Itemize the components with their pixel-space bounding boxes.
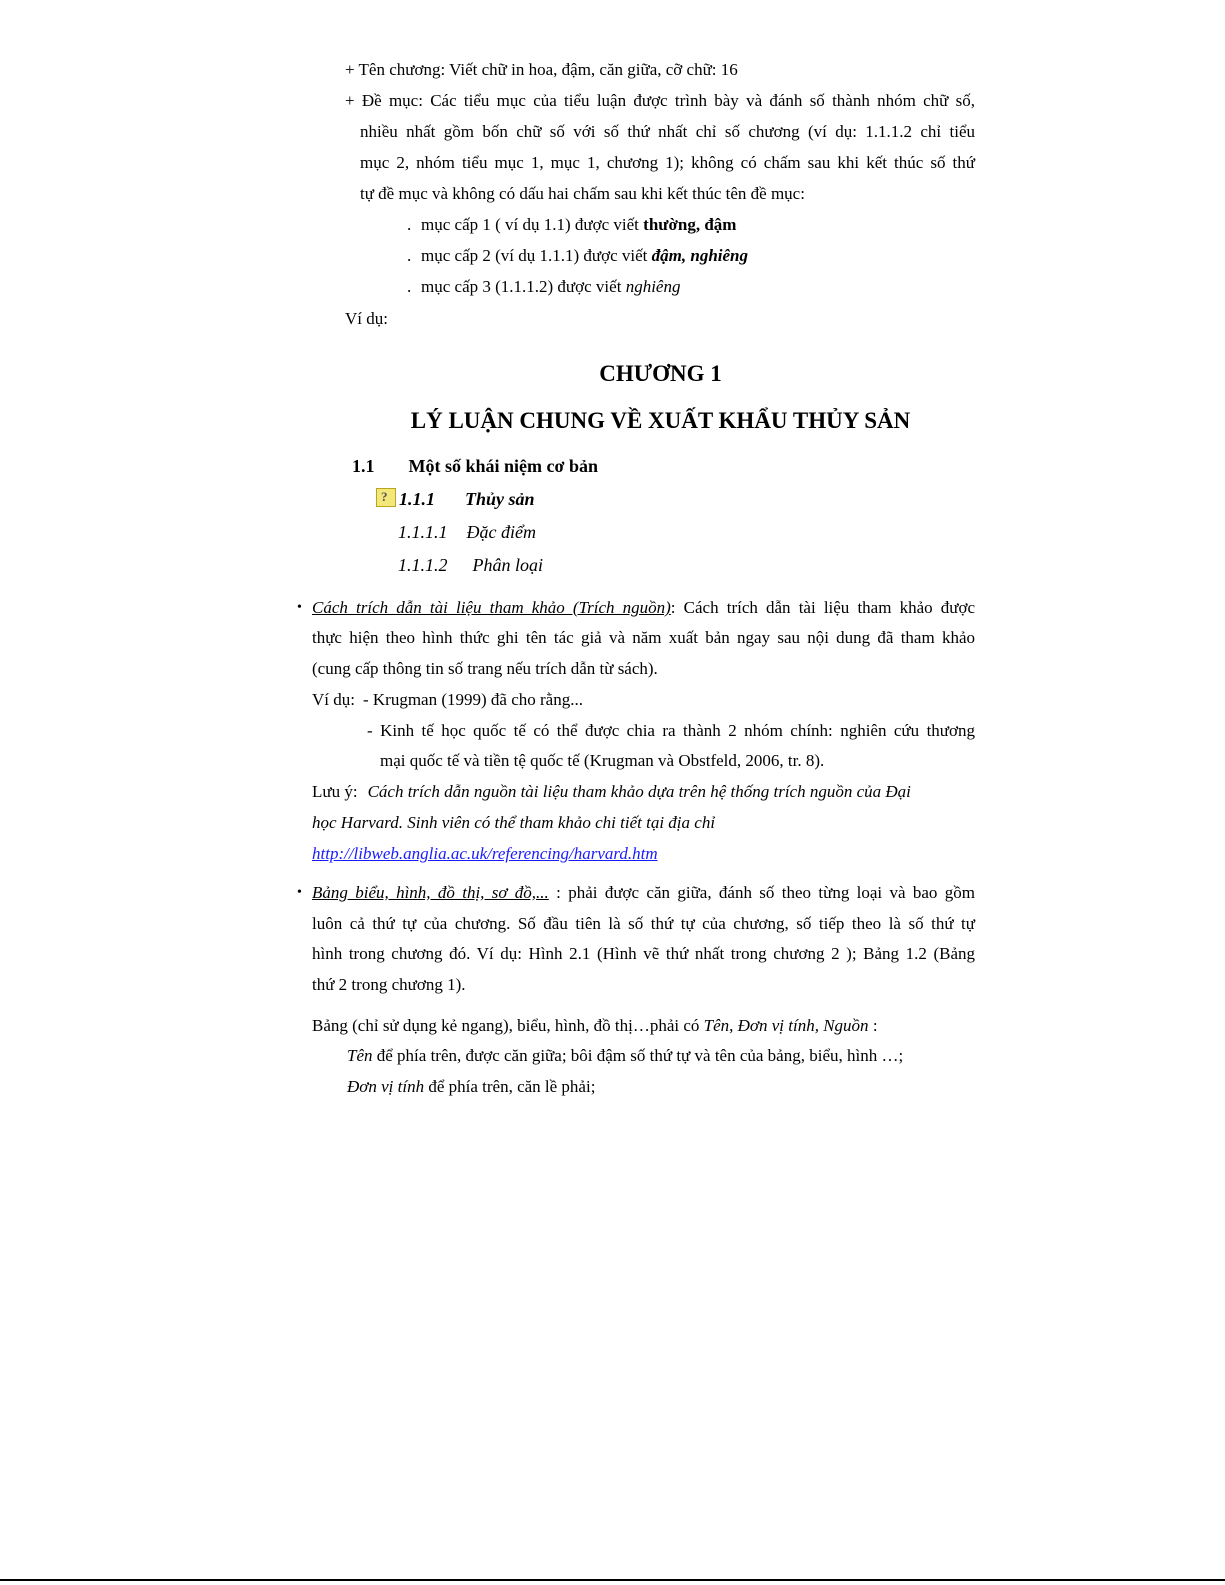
example-section-3b: 1.1.1.2 Phân loại	[398, 555, 543, 575]
citation-example-1: Ví dụ: - Krugman (1999) đã cho rằng...	[312, 690, 583, 709]
tables-line-3: hình trong chương đó. Ví dụ: Hình 2.1 (Hình vẽ thứ nhất trong chương 2 ); Bảng 1.2 (Bảng	[312, 944, 975, 963]
citation-note-line-1: Lưu ý: Cách trích dẫn nguồn tài liệu tham khảo dựa trên hệ thống trích nguồn của Đại	[312, 782, 911, 801]
rule-heading-line-3: mục 2, nhóm tiểu mục 1, mục 1, chương 1); không có chấm sau khi kết thúc số thứ	[360, 153, 975, 172]
example-section-3a: 1.1.1.1 Đặc điểm	[398, 522, 536, 542]
rule-level-1-style: thường, đậm	[643, 215, 737, 234]
rule-level-2: . mục cấp 2 (ví dụ 1.1.1) được viết đậm, nghiêng	[407, 246, 749, 265]
example-section-2: ?1.1.1 Thủy sản	[376, 488, 535, 510]
rule-level-1: . mục cấp 1 ( ví dụ 1.1) được viết thường, đậm	[407, 215, 737, 234]
citation-example-2-line-1: - Kinh tế học quốc tế có thể được chia ra thành 2 nhóm chính: nghiên cứu thương	[367, 721, 975, 740]
rule-heading-line-2: nhiều nhất gồm bốn chữ số với số thứ nhất chỉ số chương (ví dụ: 1.1.1.2 chỉ tiểu	[360, 122, 975, 141]
citation-label: Cách trích dẫn tài liệu tham khảo (Trích nguồn)	[312, 598, 671, 617]
citation-note-line-2: học Harvard. Sinh viên có thể tham khảo chi tiết tại địa chỉ	[312, 813, 716, 832]
harvard-reference-link[interactable]: http://libweb.anglia.ac.uk/referencing/harvard.htm	[312, 844, 658, 863]
rule-heading-line-4: tự đề mục và không có dấu hai chấm sau khi kết thúc tên đề mục:	[360, 184, 805, 203]
example-chapter: CHƯƠNG 1	[599, 361, 722, 386]
page-bottom-border	[0, 1579, 1225, 1581]
rule-heading-line-1: + Đề mục: Các tiểu mục của tiểu luận được trình bày và đánh số thành nhóm chữ số,	[345, 91, 975, 110]
citation-line-1: Cách trích dẫn tài liệu tham khảo (Trích nguồn): Cách trích dẫn tài liệu tham khảo được	[312, 598, 976, 617]
tables-line-4: thứ 2 trong chương 1).	[312, 975, 466, 994]
example-label: Ví dụ:	[345, 309, 388, 328]
tables-requirements: Bảng (chỉ sử dụng kẻ ngang), biểu, hình, đồ thị…phải có Tên, Đơn vị tính, Nguồn :	[312, 1016, 878, 1035]
tables-line-1: Bảng biểu, hình, đồ thị, sơ đồ,... : phải được căn giữa, đánh số theo từng loại và bao gồm	[312, 883, 975, 902]
citation-example-2-line-2: mại quốc tế và tiền tệ quốc tế (Krugman và Obstfeld, 2006, tr. 8).	[380, 751, 825, 770]
tables-name-rule: Tên để phía trên, được căn giữa; bôi đậm số thứ tự và tên của bảng, biểu, hình …;	[347, 1046, 904, 1065]
smart-tag-icon[interactable]	[376, 488, 396, 507]
example-chapter-title: LÝ LUẬN CHUNG VỀ XUẤT KHẨU THỦY SẢN	[410, 408, 911, 433]
tables-label: Bảng biểu, hình, đồ thị, sơ đồ,...	[312, 883, 549, 902]
bullet-citation: •	[297, 600, 302, 615]
citation-line-2: thực hiện theo hình thức ghi tên tác giả và năm xuất bản ngay sau nội dung đã tham khảo	[312, 628, 975, 647]
rule-level-3-style: nghiêng	[625, 277, 681, 296]
tables-line-2: luôn cả thứ tự của chương. Số đầu tiên là số thứ tự của chương, số tiếp theo là số thứ tự	[312, 914, 975, 933]
tables-unit-rule: Đơn vị tính để phía trên, căn lề phải;	[347, 1077, 596, 1096]
rule-level-3: . mục cấp 3 (1.1.1.2) được viết nghiêng	[407, 277, 681, 296]
rule-chapter-name: + Tên chương: Viết chữ in hoa, đậm, căn giữa, cỡ chữ: 16	[345, 60, 738, 79]
citation-line-3: (cung cấp thông tin số trang nếu trích dẫn từ sách).	[312, 659, 658, 678]
bullet-tables: •	[297, 885, 302, 900]
example-section-1: 1.1 Một số khái niệm cơ bản	[352, 456, 598, 476]
rule-level-2-style: đậm, nghiêng	[651, 246, 749, 265]
